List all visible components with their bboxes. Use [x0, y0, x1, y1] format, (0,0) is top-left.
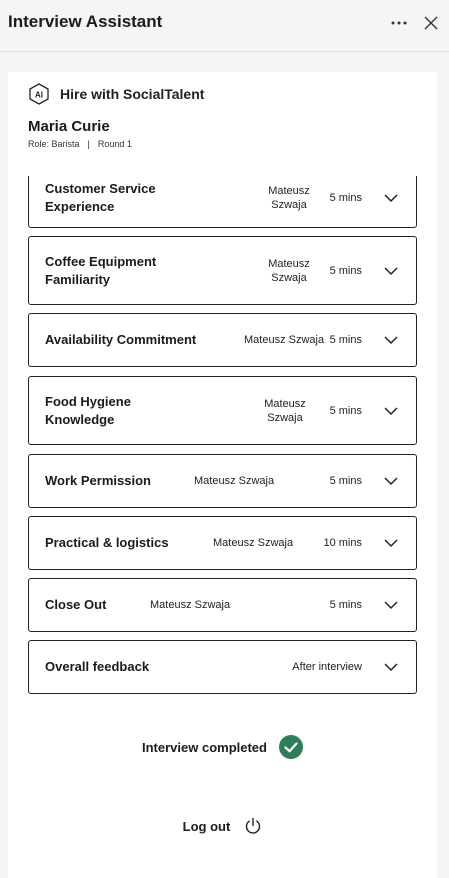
section-owner: [150, 598, 230, 612]
section-owner: [244, 333, 324, 347]
candidate-meta: [28, 139, 132, 149]
section-duration: 5 mins: [329, 405, 362, 417]
section-title: [45, 596, 106, 614]
section-title-line: Knowledge: [45, 412, 115, 427]
section-owner-line: Mateusz Szwaja: [194, 475, 275, 487]
assistant-panel: [8, 72, 437, 878]
section-title: [45, 472, 151, 490]
candidate-round: Round 1: [97, 139, 132, 149]
section-duration: After interview: [292, 661, 362, 673]
section-title: [45, 180, 156, 216]
section-duration: 5 mins: [329, 475, 362, 487]
section-card[interactable]: [28, 376, 417, 445]
section-title-line: Familiarity: [45, 272, 111, 287]
chevron-down-icon: [383, 190, 399, 206]
candidate-role: Role: Barista: [28, 139, 80, 149]
section-title-line: Food Hygiene: [45, 394, 131, 409]
chevron-down-icon: [383, 535, 399, 551]
section-card[interactable]: [28, 313, 417, 367]
section-owner-line: Szwaja: [267, 412, 303, 424]
section-title: [45, 393, 131, 429]
section-duration: 5 mins: [329, 192, 362, 204]
section-owner: [254, 184, 324, 212]
section-owner-line: Mateusz Szwaja: [150, 599, 231, 611]
check-circle-icon: [279, 735, 303, 759]
more-options-button[interactable]: [388, 12, 410, 34]
section-duration: 10 mins: [323, 537, 362, 549]
section-card[interactable]: [28, 236, 417, 305]
section-title-line: Availability Commitment: [45, 332, 197, 347]
section-title-line: Work Permission: [45, 473, 151, 488]
section-card[interactable]: [28, 176, 417, 228]
logout-button[interactable]: [8, 814, 437, 838]
section-owner: [194, 474, 274, 488]
chevron-down-icon: [383, 263, 399, 279]
interview-completed-label: Interview completed: [142, 739, 267, 755]
close-icon: [424, 16, 438, 30]
chevron-down-icon: [383, 403, 399, 419]
more-horizontal-icon: [391, 21, 407, 25]
ai-logo-text: AI: [35, 90, 43, 100]
section-title-line: Overall feedback: [45, 659, 150, 674]
section-duration: 5 mins: [329, 334, 362, 346]
chevron-down-icon: [383, 332, 399, 348]
chevron-down-icon: [383, 473, 399, 489]
section-title: [45, 658, 149, 676]
section-title: [45, 534, 169, 552]
section-duration: 5 mins: [329, 265, 362, 277]
logout-label: Log out: [182, 818, 231, 834]
title-bar: [0, 0, 449, 52]
section-owner: [250, 397, 320, 425]
section-owner-line: Szwaja: [271, 199, 307, 211]
section-title-line: Coffee Equipment: [45, 254, 157, 269]
section-owner-line: Mateusz: [268, 258, 310, 270]
section-owner-line: Mateusz: [268, 185, 310, 197]
interview-sections-list: [8, 176, 437, 696]
section-card[interactable]: [28, 640, 417, 694]
section-title-line: Customer Service: [45, 181, 156, 196]
section-card[interactable]: [28, 578, 417, 632]
section-owner-line: Mateusz: [264, 398, 306, 410]
ai-logo-icon: [28, 83, 50, 105]
app-title: Interview Assistant: [8, 12, 163, 31]
section-card[interactable]: [28, 516, 417, 570]
section-owner: [213, 536, 293, 550]
section-title-line: Practical & logistics: [45, 535, 169, 550]
chevron-down-icon: [383, 597, 399, 613]
section-title-line: Experience: [45, 199, 115, 214]
candidate-name: Maria Curie: [28, 118, 110, 135]
interview-status: [8, 734, 437, 760]
section-title: [45, 331, 196, 349]
section-owner-line: Szwaja: [271, 272, 307, 284]
section-duration: 5 mins: [329, 599, 362, 611]
meta-separator: |: [87, 139, 90, 149]
brand-header: [28, 83, 204, 105]
section-owner-line: Mateusz Szwaja: [213, 537, 294, 549]
close-button[interactable]: [420, 12, 442, 34]
section-owner: [254, 257, 324, 285]
section-title: [45, 253, 156, 289]
section-card[interactable]: [28, 454, 417, 508]
chevron-down-icon: [383, 659, 399, 675]
section-title-line: Close Out: [45, 597, 107, 612]
section-owner-line: Mateusz Szwaja: [244, 334, 325, 346]
brand-label: Hire with SocialTalent: [60, 86, 205, 102]
power-icon: [244, 817, 262, 835]
